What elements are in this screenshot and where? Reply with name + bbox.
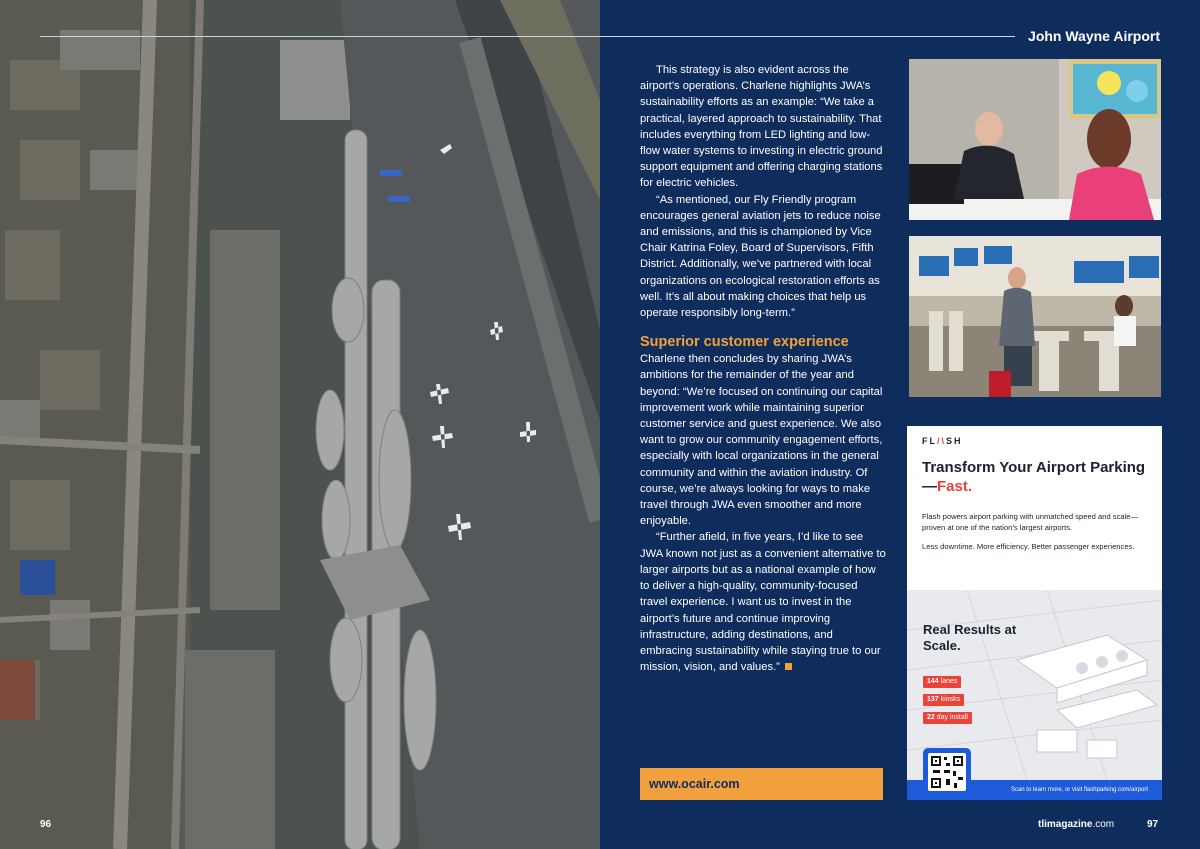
- logo-slash: /\: [937, 436, 947, 446]
- brand-rest: .com: [1092, 819, 1115, 830]
- ad-body-text: Flash powers airport parking with unmatched speed and scale—proven at one of the nation’s largest airports.: [922, 512, 1139, 532]
- headline-accent: Fast.: [937, 478, 973, 495]
- stat-number: 137: [927, 696, 939, 703]
- end-mark-icon: [785, 663, 792, 670]
- paragraph: This strategy is also evident across the airport’s operations. Charlene highlights JWA’s sustainability efforts as an example: “We take a practical, layered approach to sustainability. That includes everything from LED lighting and low-flow water systems to investing in electric ground support equipment and offering charging stations for electric vehicles.: [640, 64, 883, 190]
- magazine-footer: [1038, 819, 1114, 830]
- ad-footer[interactable]: Scan to learn more, or visit flashparking.com/airport: [907, 780, 1162, 800]
- paragraph: “As mentioned, our Fly Friendly program encourages general aviation jets to reduce noise and emissions, and this is championed by Vice Chair Katrina Foley, Board of Supervisors, Fifth District. Additionally, we’ve partnered with local organizations on ecological restoration efforts as well. It’s all about making choices that help us operate responsibly long-term.”: [640, 193, 881, 320]
- paragraph: Charlene then concludes by sharing JWA’s ambitions for the remainder of the year and beyond: “We’re focused on continuing our capital improvement work while maintaining superior customer service and guest experience. We also want to grow our community engagement efforts, especially with local organizations in the general community and within the aviation industry. Of course, we’re always looking for ways to make travel through JWA even smoother and more enjoyable.: [640, 353, 883, 528]
- page-number-left: 96: [40, 819, 52, 830]
- flash-logo: [922, 436, 963, 446]
- qr-code-icon: [928, 753, 966, 791]
- paragraph-text: “Further afield, in five years, I’d like to see JWA known not just as a convenient alternative to larger airports but as a national example of how to deliver a high-quality, community-focused travel experience. I want us to invest in the airport’s future and continue improving infrastructure, adding destinations, and embracing sustainability while staying true to our mission, vision, and values.”: [640, 531, 886, 674]
- stat-badge: [923, 694, 964, 706]
- stat-badge: [923, 676, 961, 688]
- ad-body-text: Less downtime. More efficiency. Better passenger experiences.: [922, 542, 1135, 551]
- check-in-counter-photo: [909, 59, 1161, 220]
- section-heading: Superior customer experience: [640, 334, 849, 351]
- stat-number: 144: [927, 678, 939, 685]
- stat-label: day install: [936, 714, 968, 721]
- page-number-right: 97: [1147, 819, 1159, 830]
- running-header: John Wayne Airport: [1022, 28, 1160, 44]
- flash-advertisement[interactable]: [907, 426, 1162, 800]
- article-body: [640, 62, 886, 675]
- terminal-ticketing-photo: [909, 236, 1161, 397]
- check-in-counter-illustration: [909, 59, 1161, 220]
- headline-text: Transform Your Airport Parking—: [922, 459, 1146, 495]
- ad-headline: [922, 458, 1152, 496]
- website-link[interactable]: www.ocair.com: [640, 768, 883, 800]
- header-rule: [40, 36, 1015, 37]
- logo-text: FL: [922, 436, 937, 446]
- terminal-ticketing-illustration: [909, 236, 1161, 397]
- brand-bold: tlimagazine: [1038, 819, 1093, 830]
- stat-badge: [923, 712, 972, 724]
- stat-number: 22: [927, 714, 935, 721]
- ad-subheadline: Real Results at Scale.: [923, 622, 1017, 653]
- stat-label: kiosks: [940, 696, 961, 703]
- logo-text: SH: [946, 436, 963, 446]
- paragraph: [640, 529, 886, 675]
- stat-label: lanes: [940, 678, 958, 685]
- qr-code[interactable]: [923, 748, 971, 796]
- qr-pattern: [928, 753, 966, 791]
